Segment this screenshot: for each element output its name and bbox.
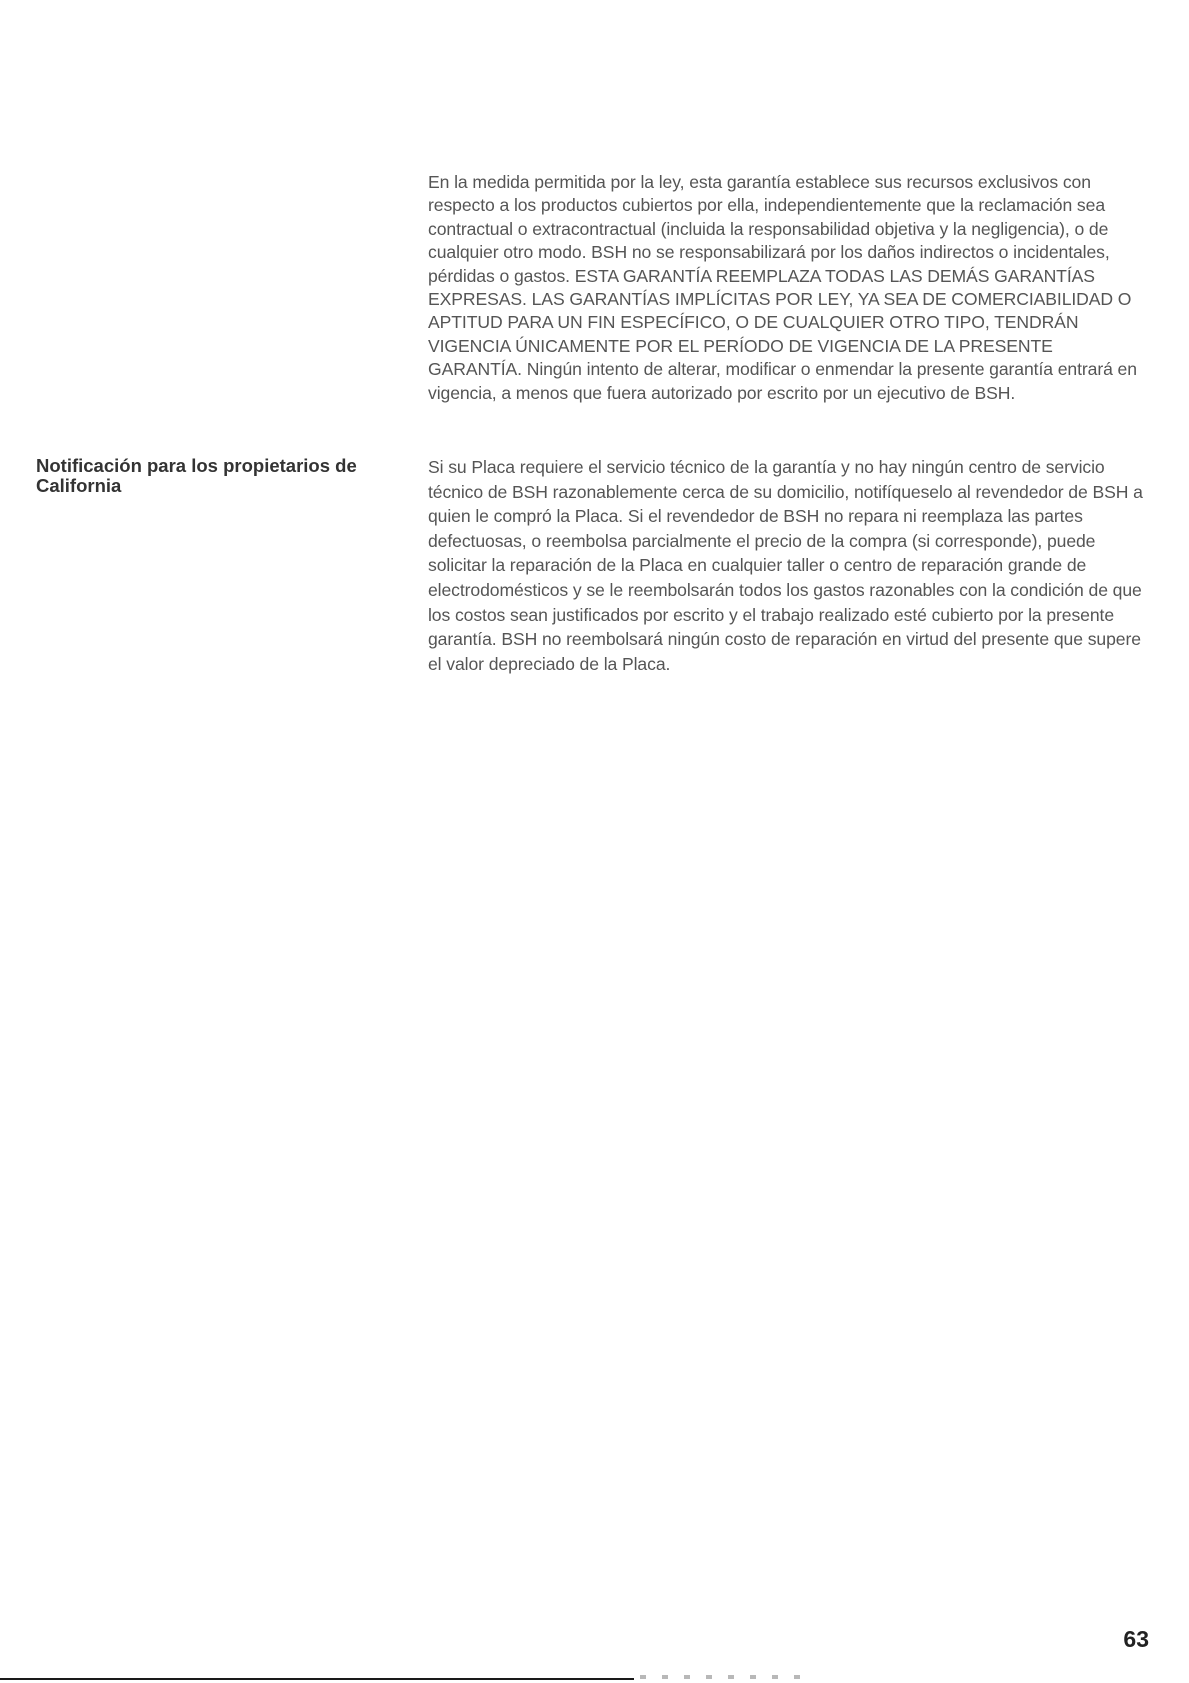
california-heading: Notificación para los propietarios de California bbox=[36, 455, 357, 496]
warranty-paragraph: En la medida permitida por la ley, esta garantía establece sus recursos exclusivos con respecto a los productos cubiertos por ella, independientemente que la reclamación sea contractual o extracontractual (incluida la responsabilidad objetiva y la negligencia), o de cualquier otro modo. BSH no se responsabilizará por los daños indirectos o incidentales, pérdidas o gastos. ESTA GARANTÍA REEMPLAZA TODAS LAS DEMÁS GARANTÍAS EXPRESAS. LAS GARANTÍAS IMPLÍCITAS POR LEY, YA SEA DE COMERCIABILIDAD O APTITUD PARA UN FIN ESPECÍFICO, O DE CUALQUIER OTRO TIPO, TENDRÁN VIGENCIA ÚNICAMENTE POR EL PERÍODO DE VIGENCIA DE LA PRESENTE GARANTÍA. Ningún intento de alterar, modificar o enmendar la presente garantía entrará en vigencia, a menos que fuera autorizado por escrito por un ejecutivo de BSH. bbox=[428, 172, 1137, 403]
california-paragraph: Si su Placa requiere el servicio técnico de la garantía y no hay ningún centro de servicio técnico de BSH razonablemente cerca de su domicilio, notifíqueselo al revendedor de BSH a quien le compró la Placa. Si el revendedor de BSH no repara ni reemplaza las partes defectuosas, o reembolsa parcialmente el precio de la compra (si corresponde), puede solicitar la reparación de la Placa en cualquier taller o centro de reparación grande de electrodomésticos y se le reembolsarán todos los gastos razonables con la condición de que los costos sean justificados por escrito y el trabajo realizado esté cubierto por la presente garantía. BSH no reembolsará ningún costo de reparación en virtud del presente que supere el valor depreciado de la Placa. bbox=[428, 457, 1143, 674]
scan-marks bbox=[640, 1675, 810, 1679]
page-number: 63 bbox=[1123, 1626, 1149, 1652]
bottom-rule bbox=[0, 1678, 634, 1680]
